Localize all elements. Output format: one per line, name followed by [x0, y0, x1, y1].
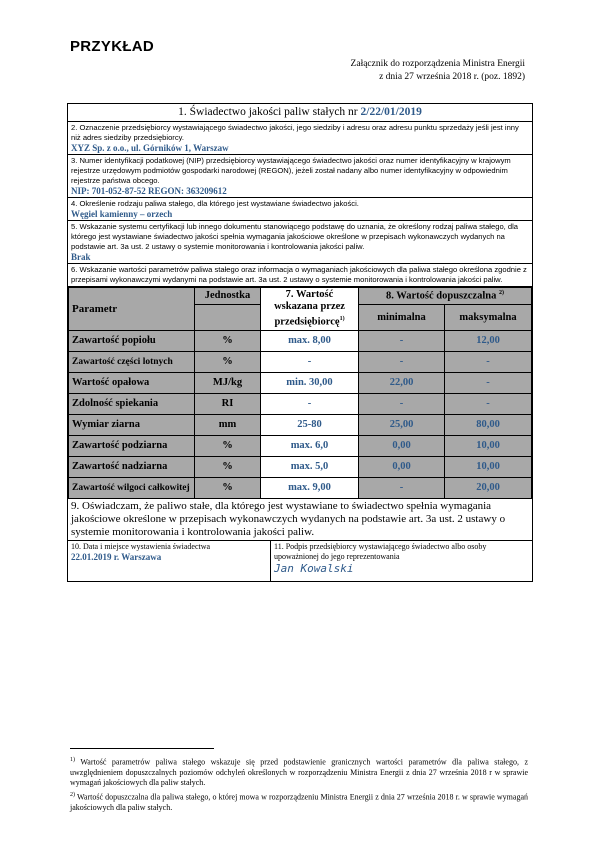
- param-unit: %: [195, 351, 261, 372]
- min-value: 0,00: [359, 456, 445, 477]
- table-row: [69, 351, 532, 372]
- min-value: -: [359, 330, 445, 351]
- param-name: Zawartość części lotnych: [69, 351, 195, 372]
- table-row: [69, 477, 532, 498]
- table-row: [69, 435, 532, 456]
- footnote-1: [70, 755, 528, 788]
- declared-value-field[interactable]: max. 5,0: [261, 456, 359, 477]
- section-6-label: 6. Wskazanie wartości parametrów paliwa stałego oraz informacja o wymaganiach jakościowych dla paliwa stałego określona zgodnie z przepisami wykonawczymi wydanymi na podstawie art. 3a ust. 2 ustawy o systemie monitorowania i kontrolowania jakości paliw.: [71, 265, 527, 284]
- min-value: -: [359, 477, 445, 498]
- section-3: [68, 155, 532, 198]
- section-4: [68, 198, 532, 221]
- parameters-rows: [69, 330, 532, 498]
- header-parameter: Parametr: [69, 288, 195, 331]
- section-9-declaration: 9. Oświadczam, że paliwo stałe, dla którego jest wystawiane to świadectwo spełnia wymagania jakościowe określone w przepisach wykonawczych wydanych na podstawie art. 3a ust. 2 ustawy o systemie monitorowania i kontrolowania jakości paliw.: [68, 499, 532, 541]
- table-row: [69, 393, 532, 414]
- signature[interactable]: Jan Kowalski: [274, 561, 354, 575]
- section-2-label: 2. Oznaczenie przedsiębiorcy wystawiającego świadectwo jakości, jego siedziby i adresu oraz adresu punktu sprzedaży jeśli jest inny niż adres siedziby przedsiębiorcy.: [71, 123, 519, 142]
- max-value: 20,00: [445, 477, 532, 498]
- param-unit: %: [195, 330, 261, 351]
- attachment-note: [265, 58, 525, 84]
- section-6: [68, 264, 532, 287]
- table-row: [69, 414, 532, 435]
- param-name: Wartość opałowa: [69, 372, 195, 393]
- param-name: Zawartość podziarna: [69, 435, 195, 456]
- section-10: [68, 541, 271, 581]
- header-declared-value-text: 7. Wartość wskazana przez przedsiębiorcę: [274, 289, 345, 328]
- param-unit: %: [195, 477, 261, 498]
- attachment-line-1: Załącznik do rozporządzenia Ministra Energii: [350, 59, 525, 69]
- fuel-type-field[interactable]: Węgiel kamienny – orzech: [71, 209, 173, 219]
- param-unit: mm: [195, 414, 261, 435]
- max-value: 80,00: [445, 414, 532, 435]
- declared-value-field[interactable]: max. 8,00: [261, 330, 359, 351]
- min-value: 25,00: [359, 414, 445, 435]
- certificate-number[interactable]: 2/22/01/2019: [360, 106, 422, 118]
- section-10-label: 10. Data i miejsce wystawienia świadectwa: [71, 541, 211, 551]
- param-name: Zdolność spiekania: [69, 393, 195, 414]
- param-name: Zawartość popiołu: [69, 330, 195, 351]
- footnote-divider: [70, 748, 214, 749]
- header-declared-value: [261, 288, 359, 331]
- max-value: 10,00: [445, 435, 532, 456]
- declared-value-field[interactable]: min. 30,00: [261, 372, 359, 393]
- attachment-line-2: z dnia 27 września 2018 r. (poz. 1892): [379, 72, 525, 82]
- min-value: -: [359, 393, 445, 414]
- header-allowed-value-text: 8. Wartość dopuszczalna: [386, 290, 497, 302]
- parameters-table: [68, 287, 532, 499]
- section-2: [68, 122, 532, 155]
- title-prefix: 1. Świadectwo jakości paliw stałych nr: [178, 106, 361, 118]
- min-value: 22,00: [359, 372, 445, 393]
- section-11-label: 11. Podpis przedsiębiorcy wystawiającego świadectwo albo osoby upoważnionej do jego reprezentowania: [274, 541, 487, 561]
- max-value: -: [445, 351, 532, 372]
- param-unit: RI: [195, 393, 261, 414]
- param-name: Wymiar ziarna: [69, 414, 195, 435]
- certification-system-field[interactable]: Brak: [71, 252, 91, 262]
- declared-value-field[interactable]: -: [261, 393, 359, 414]
- section-3-label: 3. Numer identyfikacji podatkowej (NIP) przedsiębiorcy wystawiającego świadectwo jakości oraz numer identyfikacyjny w krajowym rejestrze urzędowym podmiotów gospodarki narodowej (REGON), jeżeli został nadany albo numer identyfikacyjny w odpowiednim rejestrze państwa obcego.: [71, 156, 511, 185]
- certificate-form: [67, 103, 533, 582]
- footnote-ref-2: 2): [498, 290, 504, 296]
- section-4-label: 4. Określenie rodzaju paliwa stałego, dla którego jest wystawiane świadectwo jakości.: [71, 199, 359, 208]
- table-row: [69, 330, 532, 351]
- param-name: Zawartość wilgoci całkowitej: [69, 477, 195, 498]
- param-name: Zawartość nadziarna: [69, 456, 195, 477]
- header-unit-blank: [195, 304, 261, 330]
- max-value: -: [445, 372, 532, 393]
- table-row: [69, 372, 532, 393]
- declared-value-field[interactable]: 25-80: [261, 414, 359, 435]
- footnote-2-mark: 2): [70, 792, 75, 798]
- param-unit: MJ/kg: [195, 372, 261, 393]
- page-header-label: PRZYKŁAD: [70, 38, 155, 55]
- header-max: maksymalna: [445, 304, 532, 330]
- section-11: [271, 541, 532, 581]
- footnote-ref-1: 1): [339, 316, 345, 322]
- footnote-2: [70, 790, 528, 813]
- footnote-2-text: Wartość dopuszczalna dla paliwa stałego, o której mowa w rozporządzeniu Ministra Energii z dnia 27 września 2018 r. w sprawie wymagań jakościowych dla paliw stałych.: [70, 792, 529, 812]
- certificate-title: [68, 104, 532, 122]
- section-5-label: 5. Wskazanie systemu certyfikacji lub innego dokumentu stanowiącego podstawę do uznania, że określony rodzaj paliwa stałego, dla którego jest wystawiane świadectwo jakości spełnia wymagania jakościowe określone w przepisach wykonawczych wydanych na podstawie art. 3a ust. 2 ustawy o systemie monitorowania i kontrolowania jakości paliw.: [71, 222, 519, 251]
- header-allowed-value: [359, 288, 532, 305]
- min-value: 0,00: [359, 435, 445, 456]
- param-unit: %: [195, 456, 261, 477]
- footnote-1-mark: 1): [70, 757, 75, 763]
- footnote-1-text: Wartość parametrów paliwa stałego wskazuje się przed podstawienie granicznych wartości parametrów dla paliwa stałego, z uwzględnieniem dopuszczalnych poziomów odchyleń określonych w rozporządzeniu Ministra Energii z dnia 27 września 2018 r w sprawie wymagań jakościowych dla paliw stałych.: [70, 757, 529, 787]
- company-address-field[interactable]: XYZ Sp. z o.o., ul. Górników 1, Warszaw: [71, 143, 229, 153]
- declared-value-field[interactable]: max. 9,00: [261, 477, 359, 498]
- bottom-fields: [68, 541, 532, 581]
- table-row: [69, 456, 532, 477]
- header-unit: Jednostka: [195, 288, 261, 305]
- issue-date-place-field[interactable]: 22.01.2019 r. Warszawa: [71, 551, 162, 562]
- max-value: -: [445, 393, 532, 414]
- param-unit: %: [195, 435, 261, 456]
- max-value: 12,00: [445, 330, 532, 351]
- header-min: minimalna: [359, 304, 445, 330]
- declared-value-field[interactable]: max. 6,0: [261, 435, 359, 456]
- min-value: -: [359, 351, 445, 372]
- section-5: [68, 221, 532, 264]
- max-value: 10,00: [445, 456, 532, 477]
- declared-value-field[interactable]: -: [261, 351, 359, 372]
- nip-regon-field[interactable]: NIP: 701-052-87-52 REGON: 363209612: [71, 186, 227, 196]
